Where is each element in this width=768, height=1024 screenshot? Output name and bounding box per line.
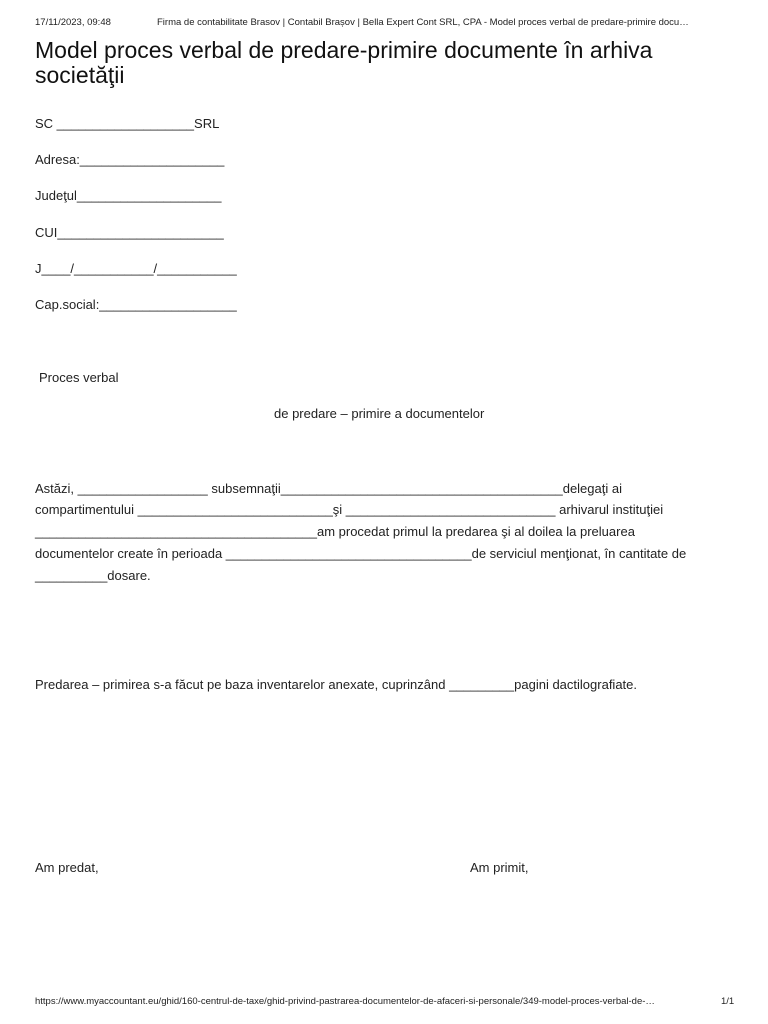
paragraph-line: Astăzi, __________________ subsemnaţii_______________________________________delegaţi ai xyxy=(35,481,622,496)
signature-am-predat: Am predat, xyxy=(35,860,99,875)
field-cui: CUI_______________________ xyxy=(35,225,224,240)
print-page-number: 1/1 xyxy=(721,996,735,1007)
heading-predare-primire: de predare – primire a documentelor xyxy=(274,406,485,421)
field-adresa: Adresa:____________________ xyxy=(35,152,225,167)
field-sc: SC ___________________SRL xyxy=(35,116,220,131)
paragraph-line: _______________________________________am procedat primul la predarea şi al doilea la preluarea xyxy=(35,524,635,539)
print-page-title: Firma de contabilitate Brasov | Contabil Brașov | Bella Expert Cont SRL, CPA - Model proces verbal de predare-primire docu… xyxy=(157,17,689,28)
paragraph-line: compartimentului ___________________________şi _____________________________ arhivarul instituţiei xyxy=(35,502,664,517)
print-url: https://www.myaccountant.eu/ghid/160-centrul-de-taxe/ghid-privind-pastrarea-documentelor-de-afaceri-si-personale/349-model-proces-verbal-de-… xyxy=(35,996,655,1007)
paragraph-line: documentelor create în perioada __________________________________de serviciul menţionat, în cantitate de xyxy=(35,546,687,561)
field-judetul: Judeţul____________________ xyxy=(35,188,222,203)
paragraph-inventar: Predarea – primirea s-a făcut pe baza inventarelor anexate, cuprinzând _________pagini dactilografiate. xyxy=(35,677,637,692)
paragraph-line: __________dosare. xyxy=(35,568,151,583)
field-cap-social: Cap.social:___________________ xyxy=(35,297,237,312)
document-title: Model proces verbal de predare-primire documente în arhiva societăţii xyxy=(35,37,653,88)
signature-am-primit: Am primit, xyxy=(470,860,529,875)
field-registru-comert: J____/___________/___________ xyxy=(35,261,237,276)
heading-proces-verbal: Proces verbal xyxy=(39,370,119,385)
print-datetime: 17/11/2023, 09:48 xyxy=(35,17,111,28)
